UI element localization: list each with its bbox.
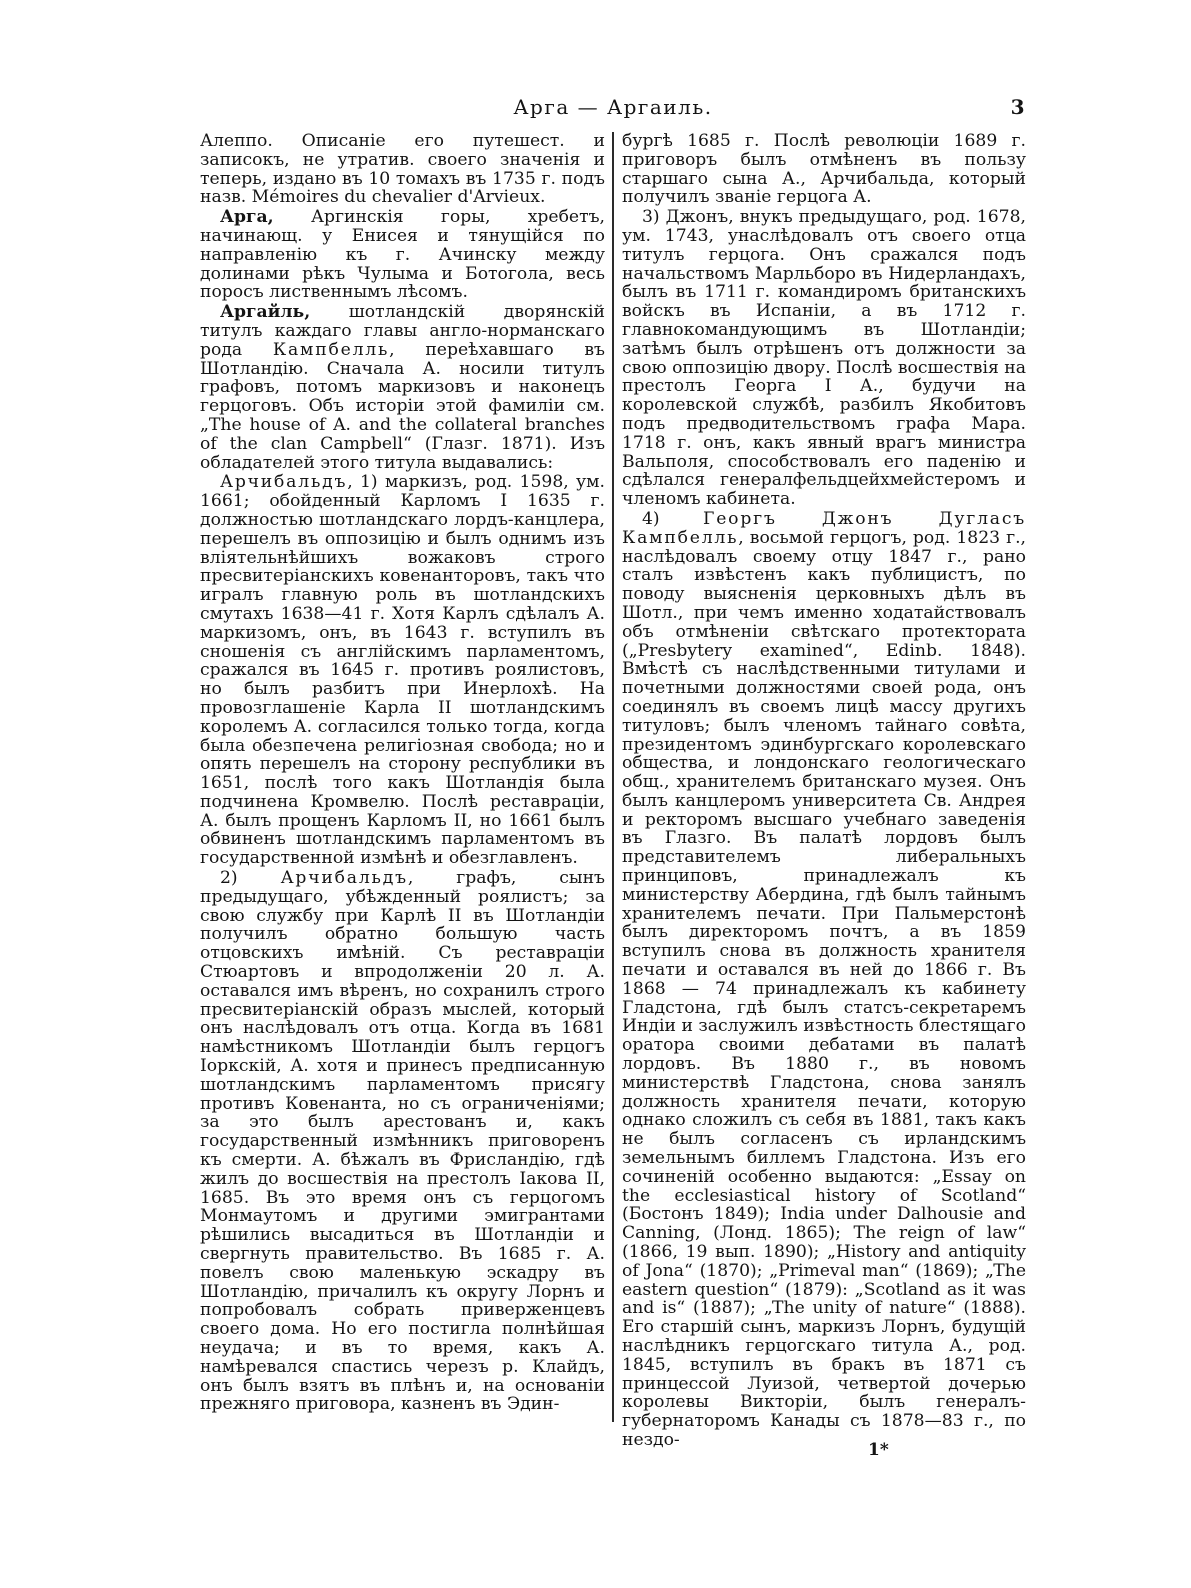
subentry-john-3: 3) Джонъ, внукъ предыдущаго, род. 1678, ум. 1743, унаслѣдовалъ отъ своего отца титулъ герцога. Онъ сражался подъ начальствомъ Марльборо въ Нидерландахъ, былъ въ 1711 г. командиромъ британскихъ войскъ въ Испаніи, а въ 1712 г. главнокомандующимъ въ Шотландіи; затѣмъ былъ отрѣшенъ отъ должности за свою оппозицію двору. Послѣ восшествія на престолъ Георга I А., будучи на королевской службѣ, разбилъ Якобитовъ подъ предводительствомъ графа Мара. 1718 г. онъ, какъ явный врагъ министра Вальполя, способствовалъ его паденію и сдѣлался генералфельдцейхмейстеромъ и членомъ кабинета.: [622, 207, 1026, 510]
page-number: 3: [1010, 95, 1026, 119]
headword-argail: Аргайль,: [220, 302, 311, 323]
left-column: [200, 132, 605, 1414]
entry-argail: Аргайль, шотландскій дворянскій титулъ каждаго главы англо-норманскаго рода Кампбелль, переѣхавшаго въ Шотландію. Сначала А. носили титулъ графовъ, потомъ маркизовъ и наконецъ герцоговъ. Объ исторіи этой фамиліи см. „The house of A. and the collateral branches of the clan Campbell“ (Глазг. 1871). Изъ обладателей этого титула выдавались:: [200, 302, 605, 473]
subentry-archibald-1: Арчибальдъ, 1) маркизъ, род. 1598, ум. 1661; обойденный Карломъ I 1635 г. должностью шотландскаго лордъ-канцлера, перешелъ въ оппозицію и былъ однимъ изъ вліятельнѣйшихъ вожаковъ строго пресвитеріанскихъ ковенанторовъ, такъ что игралъ главную роль въ шотландскихъ смутахъ 1638—41 г. Хотя Карлъ сдѣлалъ А. маркизомъ, онъ, въ 1643 г. вступилъ въ сношенія съ англійскимъ парламентомъ, сражался въ 1645 г. противъ роялистовъ, но былъ разбитъ при Инерлохѣ. На провозглашеніе Карла II шотландскимъ королемъ А. согласился только тогда, когда была обезпечена религіозная свобода; но и опять перешелъ на сторону республики въ 1651, послѣ того какъ Шотландія была подчинена Кромвелю. Послѣ реставраціи, А. былъ прощенъ Карломъ II, но 1661 былъ обвиненъ шотландскимъ парламентомъ въ государственной измѣнѣ и обезглавленъ.: [200, 472, 605, 869]
subentry-george-4: 4) Георгъ Джонъ Дугласъ Кампбелль, восьмой герцогъ, род. 1823 г., наслѣдовалъ своему отцу 1847 г., рано сталъ извѣстенъ какъ публицистъ, по поводу выясненія церковныхъ дѣлъ въ Шотл., при чемъ именно ходатайствовалъ объ отмѣненіи свѣтскаго протектората („Presbytery examined“, Edinb. 1848). Вмѣстѣ съ наслѣдственными титулами и почетными должностями своей рода, онъ соединялъ въ своемъ лицѣ массу другихъ титуловъ; былъ членомъ тайнаго совѣта, президентомъ эдинбургскаго королевскаго общества, и лондонскаго геологическаго общ., хранителемъ британскаго музея. Онъ былъ канцлеромъ университета Св. Андрея и ректоромъ высшаго учебнаго заведенія въ Глазго. Въ палатѣ лордовъ былъ представителемъ либеральныхъ принциповъ, принадлежалъ къ министерству Абердина, гдѣ былъ тайнымъ хранителемъ печати. При Пальмерстонѣ былъ директоромъ почтъ, а въ 1859 вступилъ снова въ должность хранителя печати и оставался въ ней до 1866 г. Въ 1868 — 74 принадлежалъ къ кабинету Гладстона, гдѣ былъ статсъ-секретаремъ Индіи и заслужилъ извѣстность блестящаго оратора своими дебатами въ палатѣ лордовъ. Въ 1880 г., въ новомъ министерствѣ Гладстона, снова занялъ должность хранителя печати, которую однако сложилъ съ себя въ 1881, такъ какъ не былъ согласенъ съ ирландскимъ земельнымъ биллемъ Гладстона. Изъ его сочиненій особенно выдаются: „Essay on the ecclesiastical history of Scotland“ (Бостонъ 1849); India under Dalhousie and Canning, (Лонд. 1865); The reign of law“ (1866, 19 вып. 1890); „History and antiquity of Jona“ (1870); „Primeval man“ (1869); „The eastern question“ (1879): „Scotland as it was and is“ (1887); „The unity of nature“ (1888). Его старшій сынъ, маркизъ Лорнъ, будущій наслѣдникъ герцогскаго титула А., род. 1845, вступилъ въ бракъ въ 1871 съ принцессой Луизой, четвертой дочерью королевы Викторіи, былъ генералъ-губернаторомъ Канады съ 1878—83 г., по нездо-: [622, 508, 1026, 1450]
running-head: [200, 95, 1026, 129]
running-title: Арга — Аргаиль.: [513, 95, 713, 119]
column-divider: [612, 132, 614, 1422]
paragraph-archibald-2-end: бургѣ 1685 г. Послѣ революціи 1689 г. приговоръ былъ отмѣненъ въ пользу старшаго сына А., Арчибальда, который получилъ званіе герцога А.: [622, 131, 1026, 208]
entry-arga: Арга, Аргинскія горы, хребетъ, начинающ. у Енисея и тянущійся по направленію къ г. Ачинску между долинами рѣкъ Чулыма и Ботогола, весь поросъ лиственнымъ лѣсомъ.: [200, 207, 605, 303]
right-column: [622, 132, 1026, 1450]
paragraph-aleppo-end: Алеппо. Описаніе его путешест. и записокъ, не утратив. своего значенія и теперь, издано въ 10 томахъ въ 1735 г. подъ назв. Mémoires du chevalier d'Arvieux.: [200, 131, 605, 208]
headword-arga: Арга,: [220, 207, 274, 228]
subentry-archibald-2: 2) Арчибальдъ, графъ, сынъ предыдущаго, убѣжденный роялистъ; за свою службу при Карлѣ II въ Шотландіи получилъ обратно большую часть отцовскихъ имѣній. Съ реставраціи Стюартовъ и впродолженіи 20 л. А. оставался имъ вѣренъ, но сохранилъ строго пресвитеріанскій образъ мыслей, который онъ наслѣдовалъ отъ отца. Когда въ 1681 намѣстникомъ Шотландіи былъ герцогъ Іоркскій, А. хотя и принесъ предписанную шотландскимъ парламентомъ присягу противъ Ковенанта, но съ ограниченіями; за это былъ арестованъ и, какъ государственный измѣнникъ приговоренъ къ смерти. А. бѣжалъ въ Фрисландію, гдѣ жилъ до восшествія на престолъ Іакова II, 1685. Въ это время онъ съ герцогомъ Монмаутомъ и другими эмигрантами рѣшились высадиться въ Шотландіи и свергнуть правительство. Въ 1685 г. А. повелъ свою маленькую эскадру въ Шотландію, причалилъ къ округу Лорнъ и попробовалъ собрать приверженцевъ своего дома. Но его постигла полнѣйшая неудача; и въ то время, какъ А. намѣревался спастись черезъ р. Клайдъ, онъ былъ взятъ въ плѣнъ и, на основаніи прежняго приговора, казненъ въ Эдин-: [200, 868, 605, 1415]
signature-mark: 1*: [868, 1440, 889, 1460]
